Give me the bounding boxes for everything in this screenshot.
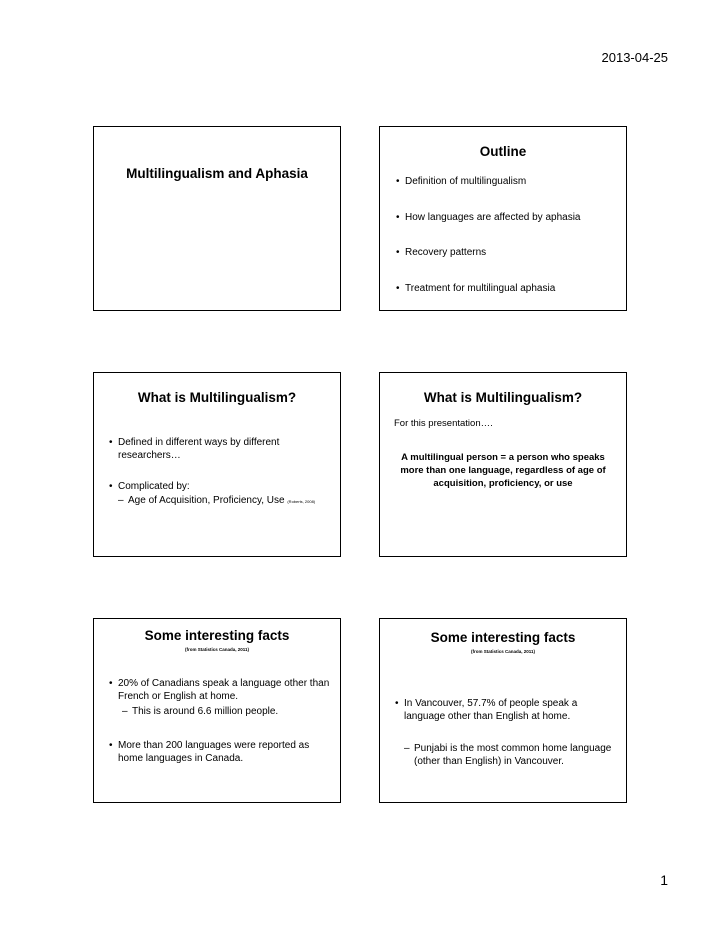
slide-definition bbox=[379, 372, 627, 557]
page-number: 1 bbox=[660, 872, 668, 888]
slide-title: Some interesting facts bbox=[144, 628, 290, 643]
intro-text: For this presentation…. bbox=[394, 418, 493, 429]
slide-title-card bbox=[93, 126, 341, 311]
slide-definition-intro bbox=[93, 372, 341, 557]
definition-text: A multilingual person = a person who speaks more than one language, regardless of age of acquisition, proficiency, or use bbox=[400, 452, 606, 489]
slide-title: Multilingualism and Aphasia bbox=[126, 166, 308, 181]
page-date: 2013-04-25 bbox=[601, 50, 668, 65]
bullet-item: • Treatment for multilingual aphasia bbox=[396, 283, 556, 294]
sub-bullet-item: – This is around 6.6 million people. bbox=[122, 706, 279, 717]
bullet-item: • How languages are affected by aphasia bbox=[396, 212, 581, 223]
slide-title: What is Multilingualism? bbox=[137, 390, 297, 405]
bullet-item: • Defined in different ways by different researchers… bbox=[109, 437, 280, 461]
slide-facts-canada bbox=[93, 618, 341, 803]
sub-bullet-item: – Punjabi is the most common home language (other than English) in Vancouver. bbox=[404, 743, 612, 767]
slide-title: Outline bbox=[479, 144, 527, 159]
source-note: (from Statistics Canada, 2011) bbox=[184, 647, 250, 652]
slide-facts-vancouver bbox=[379, 618, 627, 803]
slide-title: Some interesting facts bbox=[430, 630, 576, 645]
citation: (Roberts, 2008) bbox=[287, 499, 316, 504]
sub-bullet-item: – Age of Acquisition, Proficiency, Use (Roberts, 2008) bbox=[118, 495, 316, 506]
source-note: (from Statistics Canada, 2011) bbox=[470, 649, 536, 654]
bullet-item: • Definition of multilingualism bbox=[396, 176, 527, 187]
bullet-item: • Recovery patterns bbox=[396, 247, 487, 258]
bullet-item: • More than 200 languages were reported as home languages in Canada. bbox=[109, 740, 310, 764]
slide-title: What is Multilingualism? bbox=[423, 390, 583, 405]
bullet-item: • In Vancouver, 57.7% of people speak a language other than English at home. bbox=[395, 698, 578, 722]
bullet-item: • Complicated by: bbox=[109, 481, 190, 492]
bullet-item: • 20% of Canadians speak a language other than French or English at home. bbox=[109, 678, 330, 702]
slide-outline bbox=[379, 126, 627, 311]
